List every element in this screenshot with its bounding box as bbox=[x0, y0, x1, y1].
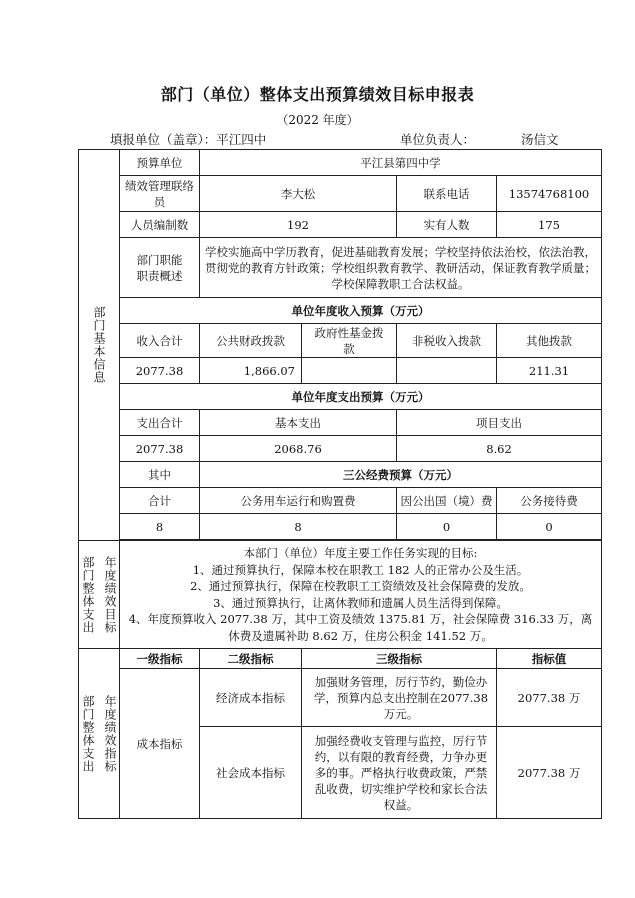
income-gov-fund bbox=[302, 358, 397, 384]
indicator-value: 2077.38 万 bbox=[497, 727, 602, 819]
goal-line: 1、通过预算执行，保障本校在职教工 182 人的正常办公及生活。 bbox=[192, 562, 529, 577]
sangong-reception: 0 bbox=[497, 514, 602, 540]
staff-label: 人员编制数 bbox=[120, 212, 200, 238]
indicator-level2: 经济成本指标 bbox=[200, 669, 302, 727]
goal-line: 4、年度预算收入 2077.38 万，其中工资及绩效 1375.81 万，社会保障费 316.33 万，离休费及遗属补助 8.62 万，住房公积金 141.52 万。 bbox=[128, 612, 593, 643]
goal-line: 2、通过预算执行，保障在校教职工工资绩效及社会保障费的发放。 bbox=[190, 579, 531, 593]
duty-description: 学校实施高中学历教育，促进基础教育发展；学校坚持依法治校，依法治教，贯彻党的教育方针政策；学校组织教育教学、教研活动，保证教育教学质量；学校保障教职工合法权益。 bbox=[200, 238, 602, 298]
contact-label: 绩效管理联络员 bbox=[120, 176, 200, 212]
sangong-header: 合计 bbox=[120, 488, 200, 514]
income-public-finance: 1,866.07 bbox=[200, 358, 302, 384]
expense-project: 8.62 bbox=[397, 436, 602, 462]
income-non-tax bbox=[397, 358, 497, 384]
sangong-header: 因公出国（境）费 bbox=[397, 488, 497, 514]
sangong-header: 公务用车运行和购置费 bbox=[200, 488, 397, 514]
contact-value: 李大松 bbox=[200, 176, 397, 212]
indicator-level3: 加强经费收支管理与监控，厉行节约，以有限的教育经费，力争办更多的事。严格执行收费政策，严禁乱收费，切实维护学校和家长合法权益。 bbox=[302, 727, 497, 819]
expense-header: 项目支出 bbox=[397, 410, 602, 436]
income-header: 政府性基金拨款 bbox=[302, 324, 397, 358]
section-performance-indicators: 年度绩效指标 部门整体支出 bbox=[79, 649, 120, 819]
filling-unit: 填报单位（盖章）：平江四中 bbox=[110, 132, 267, 147]
indicator-header: 一级指标 bbox=[120, 649, 200, 669]
indicator-header: 三级指标 bbox=[302, 649, 497, 669]
goal-line: 本部门（单位）年度主要工作任务实现的目标: bbox=[243, 546, 478, 560]
section-basic-info: 部门基本信息 bbox=[79, 150, 120, 541]
report-year: （2022 年度） bbox=[276, 113, 359, 127]
unit-leader-label: 单位负责人： bbox=[400, 132, 476, 147]
income-total: 2077.38 bbox=[120, 358, 200, 384]
indicator-value: 2077.38 万 bbox=[497, 669, 602, 727]
actual-staff-value: 175 bbox=[497, 212, 602, 238]
income-header: 收入合计 bbox=[120, 324, 200, 358]
sangong-heading: 三公经费预算（万元） bbox=[200, 462, 602, 488]
phone-label: 联系电话 bbox=[397, 176, 497, 212]
page-title: 部门（单位）整体支出预算绩效目标申报表 bbox=[160, 85, 475, 104]
budget-unit-label: 预算单位 bbox=[120, 150, 200, 176]
section-performance-goals: 年度绩效目标 部门整体支出 bbox=[79, 541, 120, 649]
staff-value: 192 bbox=[200, 212, 397, 238]
income-heading: 单位年度收入预算（万元） bbox=[120, 298, 602, 324]
expense-basic: 2068.76 bbox=[200, 436, 397, 462]
expense-header: 支出合计 bbox=[120, 410, 200, 436]
income-header: 公共财政拨款 bbox=[200, 324, 302, 358]
unit-leader-name: 汤信文 bbox=[521, 132, 559, 147]
indicator-header: 二级指标 bbox=[200, 649, 302, 669]
indicator-header: 指标值 bbox=[497, 649, 602, 669]
income-header: 其他拨款 bbox=[497, 324, 602, 358]
among-label: 其中 bbox=[120, 462, 200, 488]
expense-header: 基本支出 bbox=[200, 410, 397, 436]
actual-staff-label: 实有人数 bbox=[397, 212, 497, 238]
sangong-abroad: 0 bbox=[397, 514, 497, 540]
budget-form-table bbox=[78, 149, 602, 819]
income-other: 211.31 bbox=[497, 358, 602, 384]
sangong-total: 8 bbox=[120, 514, 200, 540]
phone-value: 13574768100 bbox=[497, 176, 602, 212]
expense-heading: 单位年度支出预算（万元） bbox=[120, 384, 602, 410]
performance-goals-text bbox=[120, 541, 602, 649]
expense-total: 2077.38 bbox=[120, 436, 200, 462]
goal-line: 3、通过预算执行，让离休教师和遗属人员生活得到保障。 bbox=[213, 595, 508, 610]
budget-unit-value: 平江县第四中学 bbox=[200, 150, 602, 176]
indicator-level3: 加强财务管理，厉行节约，勤俭办学，预算内总支出控制在2077.38万元。 bbox=[302, 669, 497, 727]
indicator-level1: 成本指标 bbox=[120, 669, 200, 819]
indicator-level2: 社会成本指标 bbox=[200, 727, 302, 819]
duty-label: 部门职能职责概述 bbox=[120, 238, 200, 298]
income-header: 非税收入拨款 bbox=[397, 324, 497, 358]
sangong-header: 公务接待费 bbox=[497, 488, 602, 514]
sangong-vehicle: 8 bbox=[200, 514, 397, 540]
